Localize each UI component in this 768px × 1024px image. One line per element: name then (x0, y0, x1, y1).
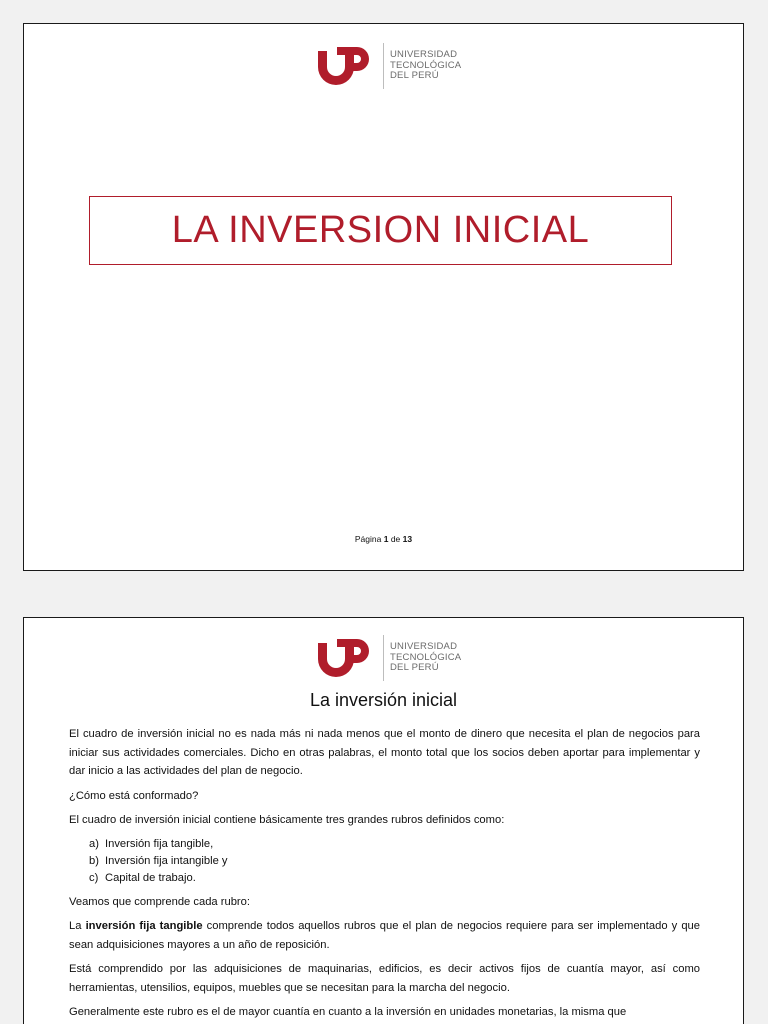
page-number-of: de (390, 534, 401, 544)
page-1 (23, 23, 744, 571)
page-number-total: 13 (402, 534, 413, 544)
logo-wordmark (390, 50, 461, 82)
list-marker: a) (89, 837, 99, 850)
utp-logo-icon (313, 41, 377, 91)
document-title: LA INVERSION INICIAL (171, 209, 590, 251)
list-item (69, 870, 700, 887)
logo-line-2: TECNOLÓGICA (390, 59, 462, 71)
utp-logo (313, 40, 463, 92)
logo-line-1: UNIVERSIDAD (390, 49, 458, 61)
paragraph-tangible-start: La (69, 920, 82, 932)
logo-wordmark (390, 642, 461, 674)
paragraph-cuantia: Generalmente este rubro es el de mayor cuantía en cuanto a la inversión en unidades monetarias, la misma que (69, 1006, 627, 1018)
logo-line-3: DEL PERÚ (390, 70, 439, 82)
paragraph-tangible-rest: comprende todos aquellos rubros que el plan de negocios requiere para ser implementado y que sean adquisiciones mayores a un año de reposición. (69, 920, 700, 951)
section-heading: La inversión inicial (309, 690, 458, 710)
logo-line-3: DEL PERÚ (390, 662, 439, 674)
page-number-prefix: Página (354, 534, 382, 544)
list-item (69, 836, 700, 853)
list-marker: b) (89, 854, 99, 867)
utp-logo-icon (313, 633, 377, 683)
rubros-list (69, 836, 700, 887)
page-2 (23, 617, 744, 1024)
logo-line-1: UNIVERSIDAD (390, 641, 458, 653)
paragraph-transition: Veamos que comprende cada rubro: (69, 895, 250, 908)
logo-divider (383, 43, 384, 89)
utp-logo (313, 632, 463, 684)
paragraph-question: ¿Cómo está conformado? (69, 789, 199, 802)
body-text (69, 725, 700, 1024)
paragraph-assets: Está comprendido por las adquisiciones de maquinarias, edificios, es decir activos fijos de cuantía mayor, así como herramientas, utensilios, equipos, muebles que se necesitan para la marcha del negocio. (69, 963, 700, 994)
list-item-text: Capital de trabajo. (105, 871, 196, 884)
paragraph-intro-list: El cuadro de inversión inicial contiene básicamente tres grandes rubros definidos como: (69, 814, 505, 826)
list-item-text: Inversión fija intangible y (105, 854, 228, 867)
title-box (89, 196, 672, 265)
term-inversion-fija-tangible: inversión fija tangible (85, 920, 203, 932)
page-number (24, 534, 743, 544)
list-marker: c) (89, 871, 99, 884)
paragraph-definition: El cuadro de inversión inicial no es nada más ni nada menos que el monto de dinero que necesita el plan de negocios para iniciar sus actividades comerciales. Dicho en otras palabras, el monto total que los socios deben aportar para implementar y dar inicio a las actividades del plan de negocio. (69, 728, 700, 777)
list-item-text: Inversión fija tangible, (105, 837, 214, 850)
list-item (69, 853, 700, 870)
logo-line-2: TECNOLÓGICA (390, 651, 462, 663)
paragraph-tangible (69, 917, 700, 954)
logo-divider (383, 635, 384, 681)
page-number-current: 1 (383, 534, 389, 544)
